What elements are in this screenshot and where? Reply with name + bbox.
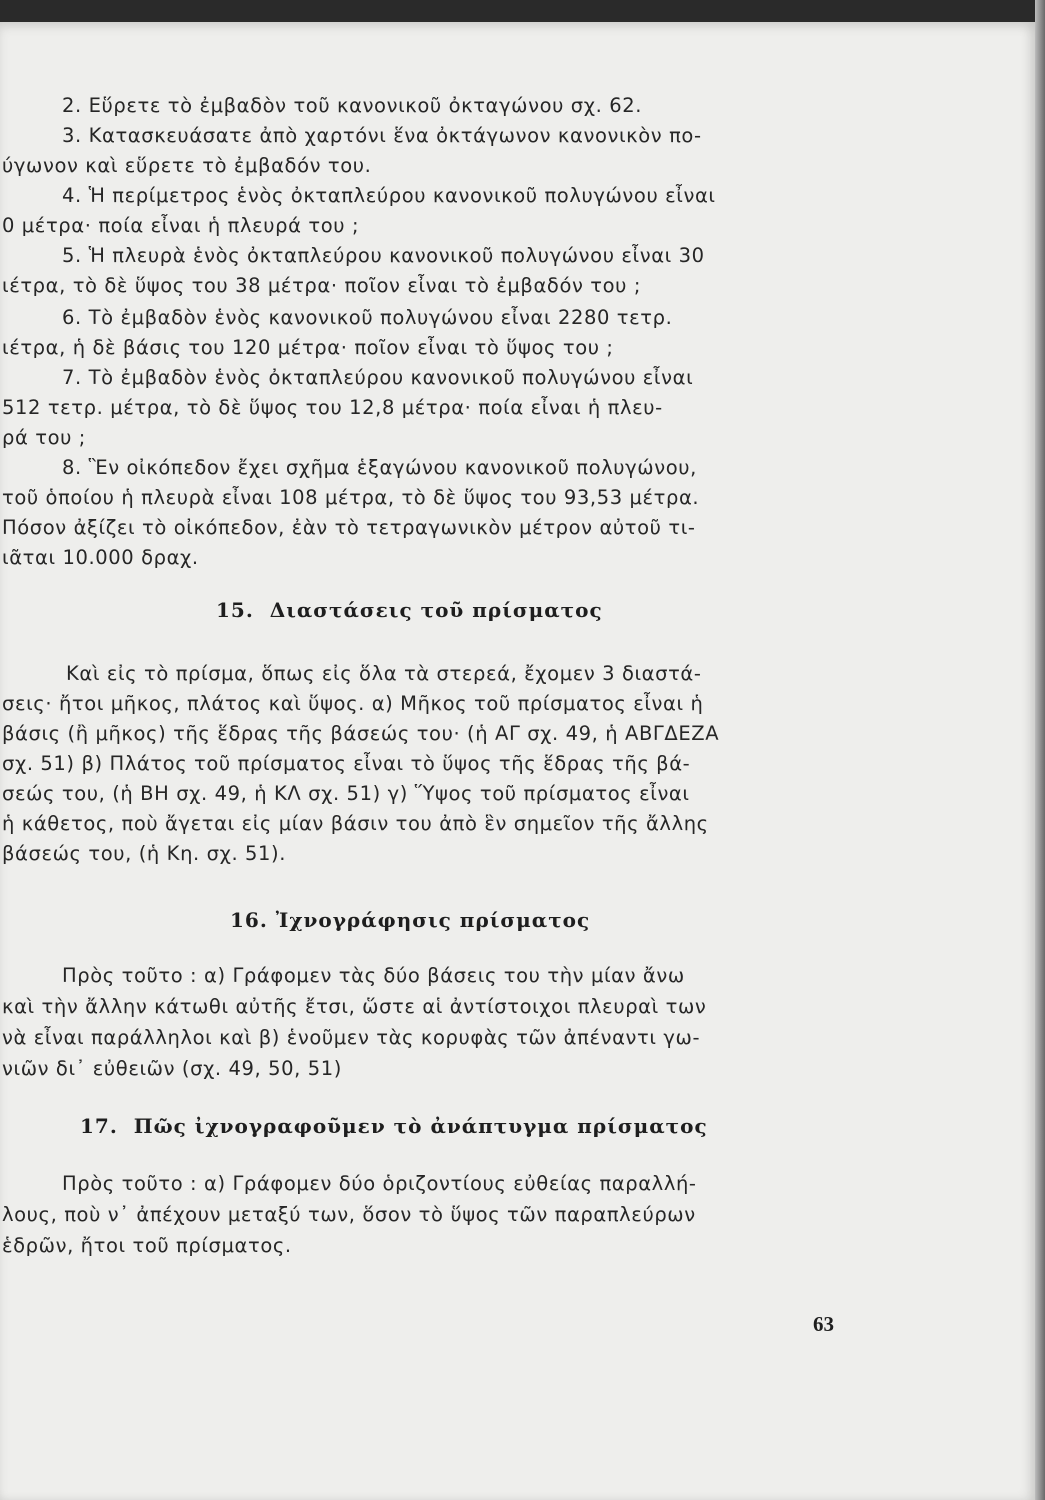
exercise-line: Πόσον ἀξίζει τὸ οἰκόπεδον, ἐὰν τὸ τετραγωνικὸν μέτρον αὐτοῦ τι- [2, 516, 696, 539]
page-edge-shadow [1035, 0, 1045, 1500]
section-15-line: βάσις (ἢ μῆκος) τῆς ἕδρας τῆς βάσεώς του· (ἡ ΑΓ σχ. 49, ἡ ΑΒΓΔΕΖΑ [2, 722, 720, 745]
section-15-heading: 15. Διαστάσεις τοῦ πρίσματος [216, 598, 603, 622]
exercise-line: 0 μέτρα· ποία εἶναι ἡ πλευρά του ; [2, 214, 360, 237]
section-16-heading: 16. Ἰχνογράφησις πρίσματος [230, 908, 591, 932]
exercise-line: ιέτρα, τὸ δὲ ὕψος του 38 μέτρα· ποῖον εἶναι τὸ ἐμβαδόν του ; [2, 274, 642, 297]
section-16-line: νὰ εἶναι παράλληλοι καὶ β) ἑνοῦμεν τὰς κορυφὰς τῶν ἀπέναντι γω- [2, 1026, 701, 1049]
exercise-line: 6. Τὸ ἐμβαδὸν ἑνὸς κανονικοῦ πολυγώνου εἶναι 2280 τετρ. [62, 306, 673, 329]
section-17-line: Πρὸς τοῦτο : α) Γράφομεν δύο ὁριζοντίους εὐθείας παραλλή- [62, 1172, 697, 1195]
page-number: 63 [813, 1312, 834, 1336]
exercise-line: ύγωνον καὶ εὕρετε τὸ ἐμβαδόν του. [2, 154, 372, 177]
exercise-line: 512 τετρ. μέτρα, τὸ δὲ ὕψος του 12,8 μέτρα· ποία εἶναι ἡ πλευ- [2, 396, 663, 419]
section-16-line: καὶ τὴν ἄλλην κάτωθι αὐτῆς ἔτσι, ὥστε αἱ ἀντίστοιχοι πλευραὶ των [2, 995, 707, 1018]
exercise-line: 8. Ἓν οἰκόπεδον ἔχει σχῆμα ἑξαγώνου κανονικοῦ πολυγώνου, [62, 456, 697, 479]
section-17-heading: 17. Πῶς ἰχνογραφοῦμεν τὸ ἀνάπτυγμα πρίσματος [80, 1114, 708, 1138]
exercise-line: ιέτρα, ἡ δὲ βάσις του 120 μέτρα· ποῖον εἶναι τὸ ὕψος του ; [2, 336, 614, 359]
exercise-line: 3. Κατασκευάσατε ἀπὸ χαρτόνι ἕνα ὀκτάγωνον κανονικὸν πο- [62, 124, 702, 147]
section-17-line: ἑδρῶν, ἤτοι τοῦ πρίσματος. [2, 1234, 292, 1257]
exercise-line: 2. Εὕρετε τὸ ἐμβαδὸν τοῦ κανονικοῦ ὀκταγώνου σχ. 62. [62, 94, 643, 117]
book-page [0, 22, 1035, 1500]
section-17-line: λους, ποὺ ν᾽ ἀπέχουν μεταξύ των, ὅσον τὸ ὕψος τῶν παραπλεύρων [2, 1203, 696, 1226]
exercise-line: ρά του ; [2, 426, 86, 449]
exercise-line: 5. Ἡ πλευρὰ ἑνὸς ὀκταπλεύρου κανονικοῦ πολυγώνου εἶναι 30 [62, 244, 705, 267]
section-15-line: σεώς του, (ἡ ΒΗ σχ. 49, ἡ ΚΛ σχ. 51) γ) Ὕψος τοῦ πρίσματος εἶναι [2, 782, 690, 805]
section-16-line: νιῶν δι᾽ εὐθειῶν (σχ. 49, 50, 51) [2, 1057, 342, 1080]
section-15-line: βάσεώς του, (ἡ Κη. σχ. 51). [2, 842, 287, 865]
exercise-line: 4. Ἡ περίμετρος ἑνὸς ὀκταπλεύρου κανονικοῦ πολυγώνου εἶναι [62, 184, 716, 207]
section-15-line: σεις· ἤτοι μῆκος, πλάτος καὶ ὕψος. α) Μῆκος τοῦ πρίσματος εἶναι ἡ [2, 692, 704, 715]
section-15-line: Καὶ εἰς τὸ πρίσμα, ὅπως εἰς ὅλα τὰ στερεά, ἔχομεν 3 διαστά- [66, 662, 702, 685]
section-15-line: σχ. 51) β) Πλάτος τοῦ πρίσματος εἶναι τὸ ὕψος τῆς ἕδρας τῆς βά- [2, 752, 691, 775]
section-15-line: ἡ κάθετος, ποὺ ἄγεται εἰς μίαν βάσιν του ἀπὸ ἓν σημεῖον τῆς ἄλλης [2, 812, 709, 835]
exercise-line: τοῦ ὁποίου ἡ πλευρὰ εἶναι 108 μέτρα, τὸ δὲ ὕψος του 93,53 μέτρα. [2, 486, 700, 509]
exercise-line: 7. Τὸ ἐμβαδὸν ἑνὸς ὀκταπλεύρου κανονικοῦ πολυγώνου εἶναι [62, 366, 694, 389]
section-16-line: Πρὸς τοῦτο : α) Γράφομεν τὰς δύο βάσεις του τὴν μίαν ἄνω [62, 964, 685, 987]
exercise-line: ιᾶται 10.000 δραχ. [2, 546, 199, 569]
